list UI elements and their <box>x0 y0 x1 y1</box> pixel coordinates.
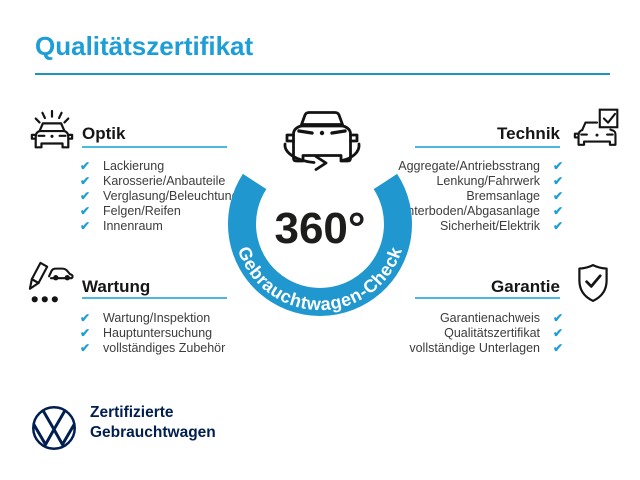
check-list-label: Sicherheit/Elektrik <box>439 218 540 233</box>
check-list-item <box>390 310 563 325</box>
check-list-label: Lackierung <box>103 158 165 173</box>
check-icon: ✔ <box>552 310 563 325</box>
check-list-label: Innenraum <box>103 218 163 233</box>
check-list-label: Qualitätszertifikat <box>444 325 540 340</box>
check-list-label: Bremsanlage <box>466 188 540 203</box>
rotation-arrow-icon <box>285 144 314 163</box>
check-list-label: Lenkung/Fahrwerk <box>436 173 540 188</box>
wartung-list <box>80 310 225 355</box>
badge-360 <box>208 93 442 335</box>
car-checkbox-icon <box>573 107 621 153</box>
check-icon: ✔ <box>80 310 91 325</box>
check-icon: ✔ <box>80 325 91 340</box>
check-list-item <box>80 340 225 355</box>
section-title-optik: Optik <box>82 124 126 143</box>
check-list-item <box>80 325 225 340</box>
check-list-item <box>80 310 225 325</box>
check-icon: ✔ <box>80 158 91 173</box>
check-list-label: Verglasung/Beleuchtung <box>103 188 239 203</box>
check-list-item <box>390 340 563 355</box>
vw-logo <box>30 404 78 452</box>
section-title-technik: Technik <box>497 124 560 143</box>
pencil-car-icon <box>28 260 74 306</box>
wartung-underline <box>82 297 227 299</box>
check-list-label: vollständiges Zubehör <box>103 340 226 355</box>
check-list-label: Aggregate/Antriebsstrang <box>398 158 540 173</box>
car-360-rotation-icon <box>285 113 359 170</box>
brand-line-2: Gebrauchtwagen <box>90 424 216 441</box>
check-icon: ✔ <box>552 218 563 233</box>
brand-line-1: Zertifizierte <box>90 404 174 421</box>
garantie-list <box>390 310 563 355</box>
section-title-wartung: Wartung <box>82 277 151 296</box>
check-icon: ✔ <box>552 173 563 188</box>
brand-text <box>90 403 216 443</box>
check-list-label: Felgen/Reifen <box>103 203 181 218</box>
ring-label: Gebrauchtwagen-Check <box>233 243 407 315</box>
check-icon: ✔ <box>552 188 563 203</box>
check-list-label: Karosserie/Anbauteile <box>103 173 226 188</box>
check-icon: ✔ <box>80 188 91 203</box>
check-icon: ✔ <box>80 340 91 355</box>
check-icon: ✔ <box>80 173 91 188</box>
badge-center-label: 360° <box>274 204 366 253</box>
section-title-garantie: Garantie <box>491 277 560 296</box>
check-list-label: Garantienachweis <box>439 310 540 325</box>
shield-check-icon <box>576 262 610 304</box>
title-divider <box>35 73 610 75</box>
page-title: Qualitätszertifikat <box>35 31 254 61</box>
check-icon: ✔ <box>80 203 91 218</box>
check-list-label: Unterboden/Abgasanlage <box>398 203 540 218</box>
check-list-item <box>390 325 563 340</box>
optik-underline <box>82 146 227 148</box>
check-icon: ✔ <box>80 218 91 233</box>
check-icon: ✔ <box>552 203 563 218</box>
check-icon: ✔ <box>552 340 563 355</box>
check-list-label: Hauptuntersuchung <box>103 325 213 340</box>
check-list-label: vollständige Unterlagen <box>409 340 540 355</box>
car-shine-icon <box>28 109 76 155</box>
check-icon: ✔ <box>552 325 563 340</box>
garantie-underline <box>415 297 560 299</box>
check-icon: ✔ <box>552 158 563 173</box>
check-list-label: Wartung/Inspektion <box>103 310 211 325</box>
